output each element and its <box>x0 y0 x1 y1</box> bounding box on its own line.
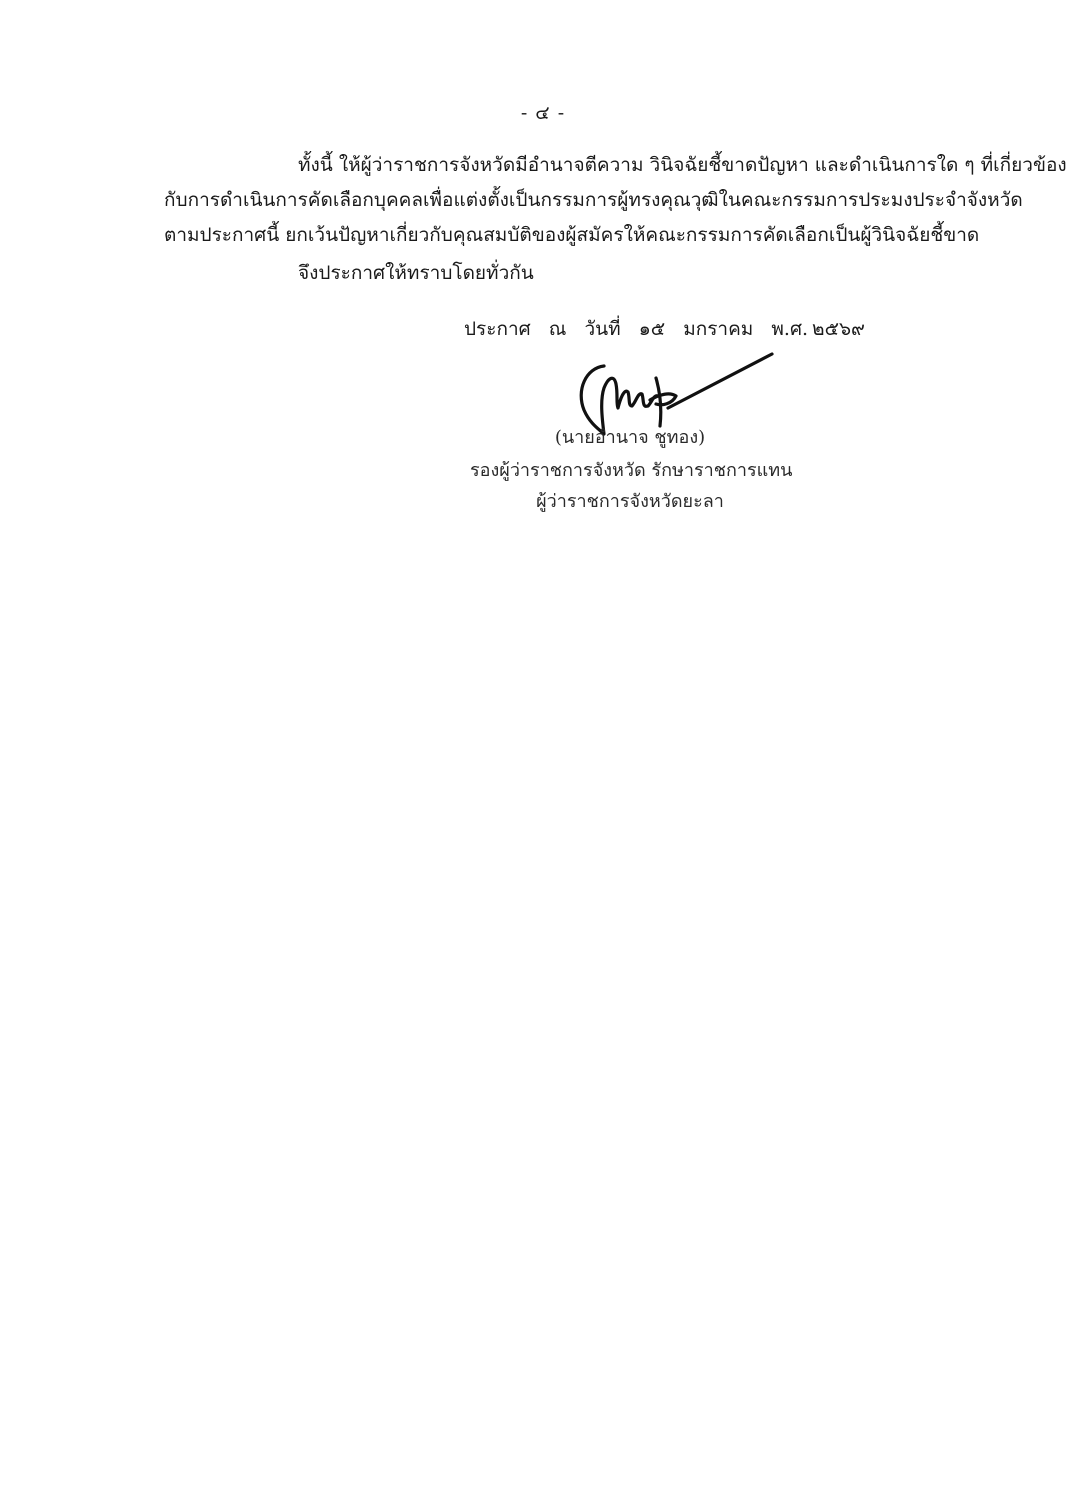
signer-title-line-1: รองผู้ว่าราชการจังหวัด รักษาราชการแทน <box>470 460 793 481</box>
paragraph-2-text: จึงประกาศให้ทราบโดยทั่วกัน <box>298 262 534 284</box>
announcement-date <box>464 314 877 344</box>
paragraph-1-line-1: ทั้งนี้ ให้ผู้ว่าราชการจังหวัดมีอำนาจตีความ วินิจฉัยชี้ขาดปัญหา และดำเนินการใด ๆ ที่เกี่ยวข้อง <box>298 154 1067 176</box>
date-year: ๒๕๖๙ <box>812 318 865 340</box>
page-number: - ๔ - <box>520 102 566 124</box>
paragraph-1-line-2: กับการดำเนินการคัดเลือกบุคคลเพื่อแต่งตั้งเป็นกรรมการผู้ทรงคุณวุฒิในคณะกรรมการประมงประจำจังหวัด <box>164 189 1023 211</box>
signer-title-line-2: ผู้ว่าราชการจังหวัดยะลา <box>536 491 724 512</box>
paragraph-1-line-3: ตามประกาศนี้ ยกเว้นปัญหาเกี่ยวกับคุณสมบัติของผู้สมัครให้คณะกรรมการคัดเลือกเป็นผู้วินิจฉัยชี้ขาด <box>164 224 980 246</box>
body-paragraph-2 <box>164 256 970 291</box>
date-at: ณ <box>548 318 567 340</box>
body-paragraph-1 <box>164 148 1067 253</box>
date-day-label: วันที่ <box>584 318 621 340</box>
date-day: ๑๕ <box>638 318 666 340</box>
date-prefix: ประกาศ <box>464 318 531 340</box>
date-era: พ.ศ. <box>771 318 809 340</box>
date-month: มกราคม <box>683 318 754 340</box>
signer-name: (นายอำนาจ ชูทอง) <box>554 427 706 448</box>
